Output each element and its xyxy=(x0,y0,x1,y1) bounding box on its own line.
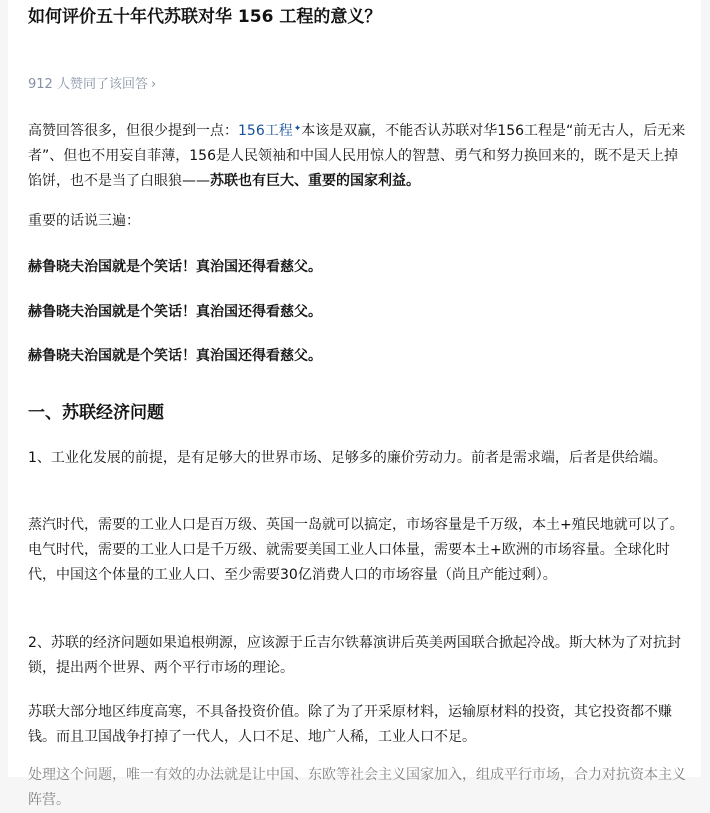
repeat-line-1: 赫鲁晓夫治国就是个笑话！真治国还得看慈父。 xyxy=(28,259,322,275)
section-heading-economy: 一、苏联经济问题 xyxy=(28,403,164,423)
sparkle-icon: ✦ xyxy=(293,124,302,134)
vote-count-text: 912 人赞同了该回答 xyxy=(28,77,148,92)
chevron-right-icon: › xyxy=(150,77,157,92)
answer-intro-paragraph xyxy=(28,117,688,194)
repeat-line-2: 赫鲁晓夫治国就是个笑话！真治国还得看慈父。 xyxy=(28,304,322,320)
section1-paragraph-4: 苏联大部分地区纬度高寒，不具备投资价值。除了为了开采原材料，运输原材料的投资，其它投资都不赚钱。而且卫国战争打掉了一代人，人口不足、地广人稀，工业人口不足。 xyxy=(28,704,672,745)
section1-paragraph-2: 蒸汽时代，需要的工业人口是百万级、英国一岛就可以搞定，市场容量是千万级，本土+殖民地就可以了。电气时代，需要的工业人口是千万级、就需要美国工业人口体量，需要本土+欧洲的市场容量。全球化时代，中国这个体量的工业人口、至少需要30亿消费人口的市场容量（尚且产能过剩）。 xyxy=(28,517,684,583)
question-title[interactable]: 如何评价五十年代苏联对华 156 工程的意义？ xyxy=(28,7,382,27)
intro-text: 高赞回答很多，但很少提到一点： xyxy=(28,123,238,139)
project-156-link-text: 156工程 xyxy=(238,123,293,139)
intro-text-continued: 本该是双赢，不能否认苏联对华156工程是“前无古人，后无来者”、但也不用妄自菲薄，156是人民领袖和中国人民用惊人的智慧、勇气和努力换回来的，既不是天上掉馅饼，也不是当了白眼狼—— xyxy=(28,123,686,189)
repeat-intro-paragraph: 重要的话说三遍： xyxy=(28,213,140,229)
section1-paragraph-5-partial: 处理这个问题，唯一有效的办法就是让中国、东欧等社会主义国家加入，组成平行市场，合力对抗资本主义阵营。 xyxy=(28,767,686,808)
section1-paragraph-1: 1、工业化发展的前提，是有足够大的世界市场、足够多的廉价劳动力。前者是需求端，后者是供给端。 xyxy=(28,450,667,466)
intro-bold-conclusion: 苏联也有巨大、重要的国家利益。 xyxy=(210,173,420,189)
project-156-link[interactable] xyxy=(238,123,301,139)
vote-count-link[interactable] xyxy=(28,76,156,94)
section1-paragraph-3: 2、苏联的经济问题如果追根朔源，应该源于丘吉尔铁幕演讲后英美两国联合掀起冷战。斯大林为了对抗封锁，提出两个世界、两个平行市场的理论。 xyxy=(28,635,681,676)
repeat-line-3: 赫鲁晓夫治国就是个笑话！真治国还得看慈父。 xyxy=(28,348,322,364)
answer-card xyxy=(8,0,701,808)
